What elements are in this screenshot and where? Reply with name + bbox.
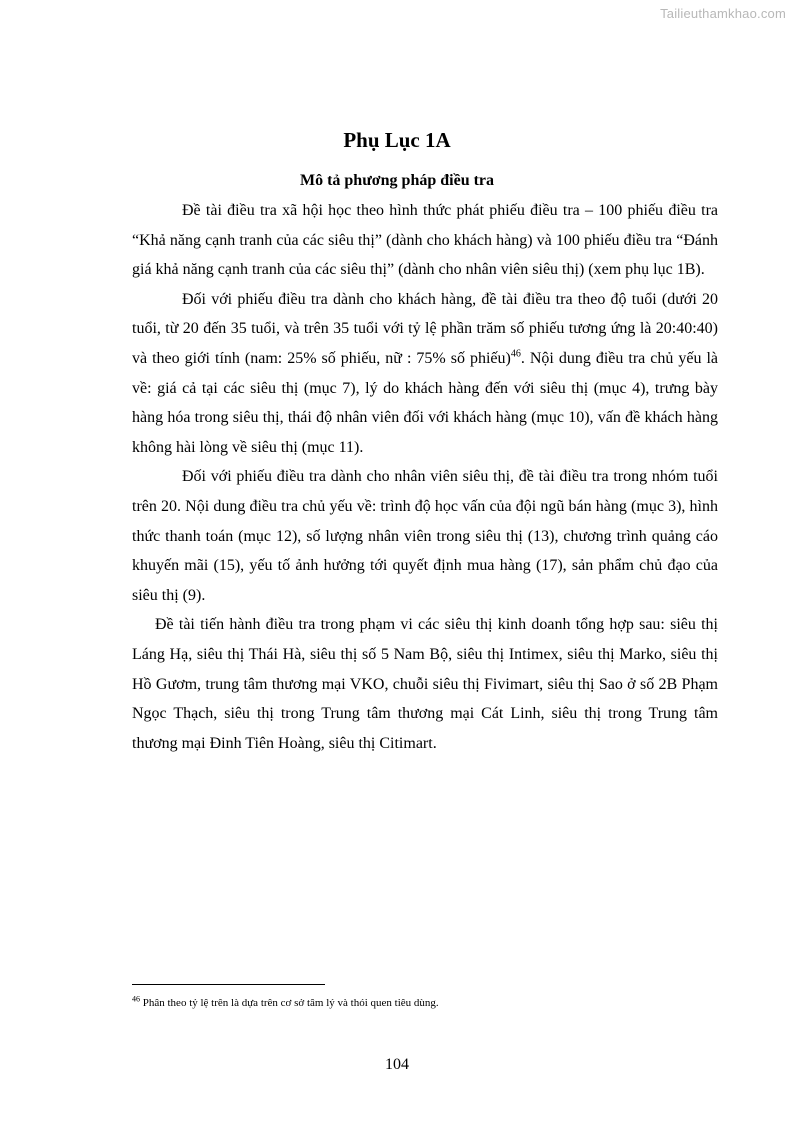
section-heading: Mô tả phương pháp điều tra bbox=[299, 172, 495, 189]
paragraph-2-text-a: Đối với phiếu điều tra dành cho khách hàng, đề tài điều tra theo độ tuổi (dưới 20 tuổi, từ 20 đến 35 tuổi, và trên 35 tuổi với tỷ lệ phần trăm số phiếu tương ứng là 20:40:40) và theo giới tính (nam: 25% số phiếu, nữ : 75% số phiếu) bbox=[132, 290, 718, 367]
footnote-text: Phân theo tỷ lệ trên là dựa trên cơ sở tâm lý và thói quen tiêu dùng. bbox=[140, 997, 439, 1009]
body-text bbox=[132, 196, 718, 758]
footnote-number: 46 bbox=[132, 994, 140, 1004]
paragraph-2 bbox=[132, 285, 718, 463]
paragraph-3: Đối với phiếu điều tra dành cho nhân viên siêu thị, đề tài điều tra trong nhóm tuổi trên 20. Nội dung điều tra chủ yếu về: trình độ học vấn của đội ngũ bán hàng (mục 3), hình thức thanh toán (mục 12), số lượng nhân viên trong siêu thị (13), chương trình quảng cáo khuyến mãi (15), yếu tố ảnh hưởng tới quyết định mua hàng (17), sản phẩm chủ đạo của siêu thị (9). bbox=[132, 468, 718, 604]
watermark: Tailieuthamkhao.com bbox=[660, 6, 786, 21]
footnote-reference[interactable]: 46 bbox=[510, 348, 521, 360]
paragraph-1: Đề tài điều tra xã hội học theo hình thức phát phiếu điều tra – 100 phiếu điều tra “Khả năng cạnh tranh của các siêu thị” (dành cho khách hàng) và 100 phiếu điều tra “Đánh giá khả năng cạnh tranh của các siêu thị” (dành cho nhân viên siêu thị) (xem phụ lục 1B). bbox=[132, 202, 718, 279]
footnote bbox=[132, 996, 718, 1010]
page-title: Phụ Lục 1A bbox=[343, 128, 451, 152]
page-number: 104 bbox=[385, 1056, 409, 1073]
paragraph-2-text-b: . Nội dung điều tra chủ yếu là về: giá cả tại các siêu thị (mục 7), lý do khách hàng đến với siêu thị (mục 4), trưng bày hàng hóa trong siêu thị, thái độ nhân viên đối với khách hàng (mục 10), vấn đề khách hàng không hài lòng về siêu thị (mục 11). bbox=[132, 349, 719, 456]
footnote-separator bbox=[132, 984, 325, 985]
paragraph-4: Đề tài tiến hành điều tra trong phạm vi các siêu thị kinh doanh tổng hợp sau: siêu thị Láng Hạ, siêu thị Thái Hà, siêu thị số 5 Nam Bộ, siêu thị Intimex, siêu thị Marko, siêu thị Hồ Gươm, trung tâm thương mại VKO, chuỗi siêu thị Fivimart, siêu thị Sao ở số 2B Phạm Ngọc Thạch, siêu thị trong Trung tâm thương mại Cát Linh, siêu thị trong Trung tâm thương mại Đinh Tiên Hoàng, siêu thị Citimart. bbox=[132, 616, 718, 752]
